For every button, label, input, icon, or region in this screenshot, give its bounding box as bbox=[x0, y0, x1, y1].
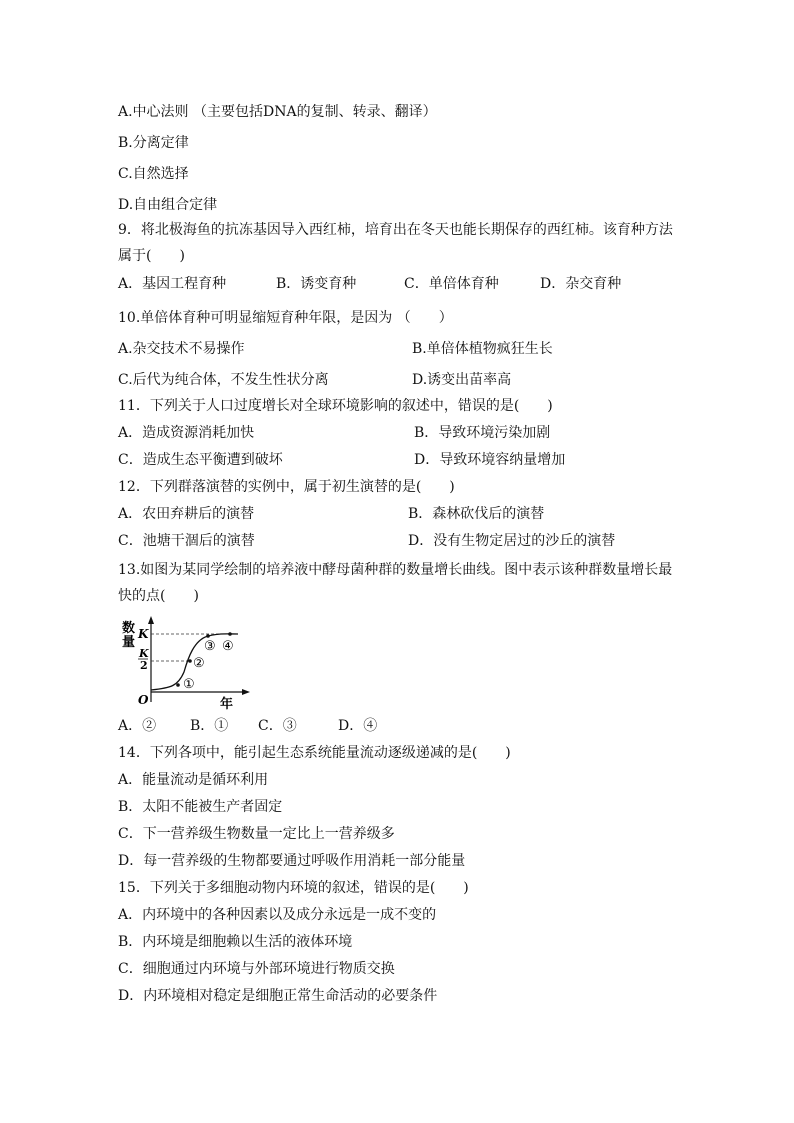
q9-option-d: D．杂交育种 bbox=[540, 276, 622, 292]
q14-option-b: B．太阳不能被生产者固定 bbox=[118, 799, 283, 815]
prev-option-a: A.中心法则 （主要包括DNA的复制、转录、翻译） bbox=[118, 104, 437, 120]
q10-stem: 10.单倍体育种可明显缩短育种年限，是因为 （ ） bbox=[118, 310, 453, 326]
point-label-2: ② bbox=[193, 656, 205, 671]
k-half-numerator: K bbox=[139, 647, 149, 660]
k-label: K bbox=[138, 627, 149, 641]
q10-option-c: C.后代为纯合体，不发生性状分离 bbox=[118, 372, 329, 388]
prev-option-c: C.自然选择 bbox=[118, 166, 189, 182]
q10-option-a: A.杂交技术不易操作 bbox=[118, 341, 245, 357]
q9-option-a: A．基因工程育种 bbox=[118, 276, 227, 292]
q11-option-a: A．造成资源消耗加快 bbox=[118, 425, 255, 441]
origin-label: O bbox=[138, 693, 149, 707]
q14-stem: 14．下列各项中，能引起生态系统能量流动逐级递减的是( ) bbox=[118, 745, 511, 761]
q9-option-c: C．单倍体育种 bbox=[404, 276, 499, 292]
q10-option-d: D.诱变出苗率高 bbox=[412, 372, 512, 388]
point-label-1: ① bbox=[183, 677, 195, 692]
curve-point-3 bbox=[206, 634, 210, 638]
point-label-4: ④ bbox=[222, 639, 234, 654]
prev-option-b: B.分离定律 bbox=[118, 135, 189, 151]
point-label-3: ③ bbox=[204, 639, 216, 654]
y-axis-label-1: 数 bbox=[122, 621, 136, 636]
q12-option-c: C．池塘干涸后的演替 bbox=[118, 533, 255, 549]
y-axis-label-2: 量 bbox=[122, 635, 136, 650]
q14-option-c: C．下一营养级生物数量一定比上一营养级多 bbox=[118, 826, 395, 842]
q9-option-b: B．诱变育种 bbox=[276, 276, 357, 292]
q15-option-a: A．内环境中的各种因素以及成分永远是一成不变的 bbox=[118, 907, 437, 923]
q12-option-a: A．农田弃耕后的演替 bbox=[118, 506, 255, 522]
x-axis-arrow bbox=[242, 689, 250, 695]
population-growth-figure bbox=[116, 614, 256, 710]
q15-option-c: C．细胞通过内环境与外部环境进行物质交换 bbox=[118, 961, 395, 977]
q10-option-b: B.单倍体植物疯狂生长 bbox=[412, 341, 553, 357]
q11-option-b: B．导致环境污染加剧 bbox=[414, 425, 551, 441]
q15-stem: 15．下列关于多细胞动物内环境的叙述，错误的是( ) bbox=[118, 880, 469, 896]
q11-option-d: D．导致环境容纳量增加 bbox=[414, 452, 566, 468]
q9-stem-line2: 属于( ) bbox=[118, 248, 185, 264]
q13-stem-line1: 13.如图为某同学绘制的培养液中酵母菌种群的数量增长曲线。图中表示该种群数量增长最 bbox=[118, 562, 673, 578]
q12-option-b: B．森林砍伐后的演替 bbox=[408, 506, 545, 522]
q13-option-c: C．③ bbox=[258, 718, 297, 734]
q11-stem: 11．下列关于人口过度增长对全球环境影响的叙述中，错误的是( ) bbox=[118, 398, 553, 414]
q13-option-b: B．① bbox=[190, 718, 229, 734]
q14-option-a: A．能量流动是循环利用 bbox=[118, 772, 269, 788]
curve-point-1 bbox=[176, 683, 180, 687]
q11-option-c: C．造成生态平衡遭到破坏 bbox=[118, 452, 283, 468]
y-axis-arrow bbox=[148, 616, 154, 624]
prev-option-d: D.自由组合定律 bbox=[118, 197, 218, 213]
k-half-denominator: 2 bbox=[140, 659, 148, 672]
q14-option-d: D．每一营养级的生物都要通过呼吸作用消耗一部分能量 bbox=[118, 853, 466, 869]
q12-option-d: D．没有生物定居过的沙丘的演替 bbox=[408, 533, 616, 549]
q13-option-a: A．② bbox=[118, 718, 157, 734]
curve-point-2 bbox=[188, 659, 192, 663]
q15-option-b: B．内环境是细胞赖以生活的液体环境 bbox=[118, 934, 353, 950]
q9-stem-line1: 9．将北极海鱼的抗冻基因导入西红柿，培育出在冬天也能长期保存的西红柿。该育种方法 bbox=[118, 222, 673, 238]
q15-option-d: D．内环境相对稳定是细胞正常生命活动的必要条件 bbox=[118, 988, 438, 1004]
q12-stem: 12．下列群落演替的实例中，属于初生演替的是( ) bbox=[118, 479, 455, 495]
x-axis-label: 年 bbox=[220, 697, 234, 710]
q13-stem-line2: 快的点( ) bbox=[118, 588, 199, 604]
curve-point-4 bbox=[228, 632, 232, 636]
q13-option-d: D．④ bbox=[338, 718, 378, 734]
